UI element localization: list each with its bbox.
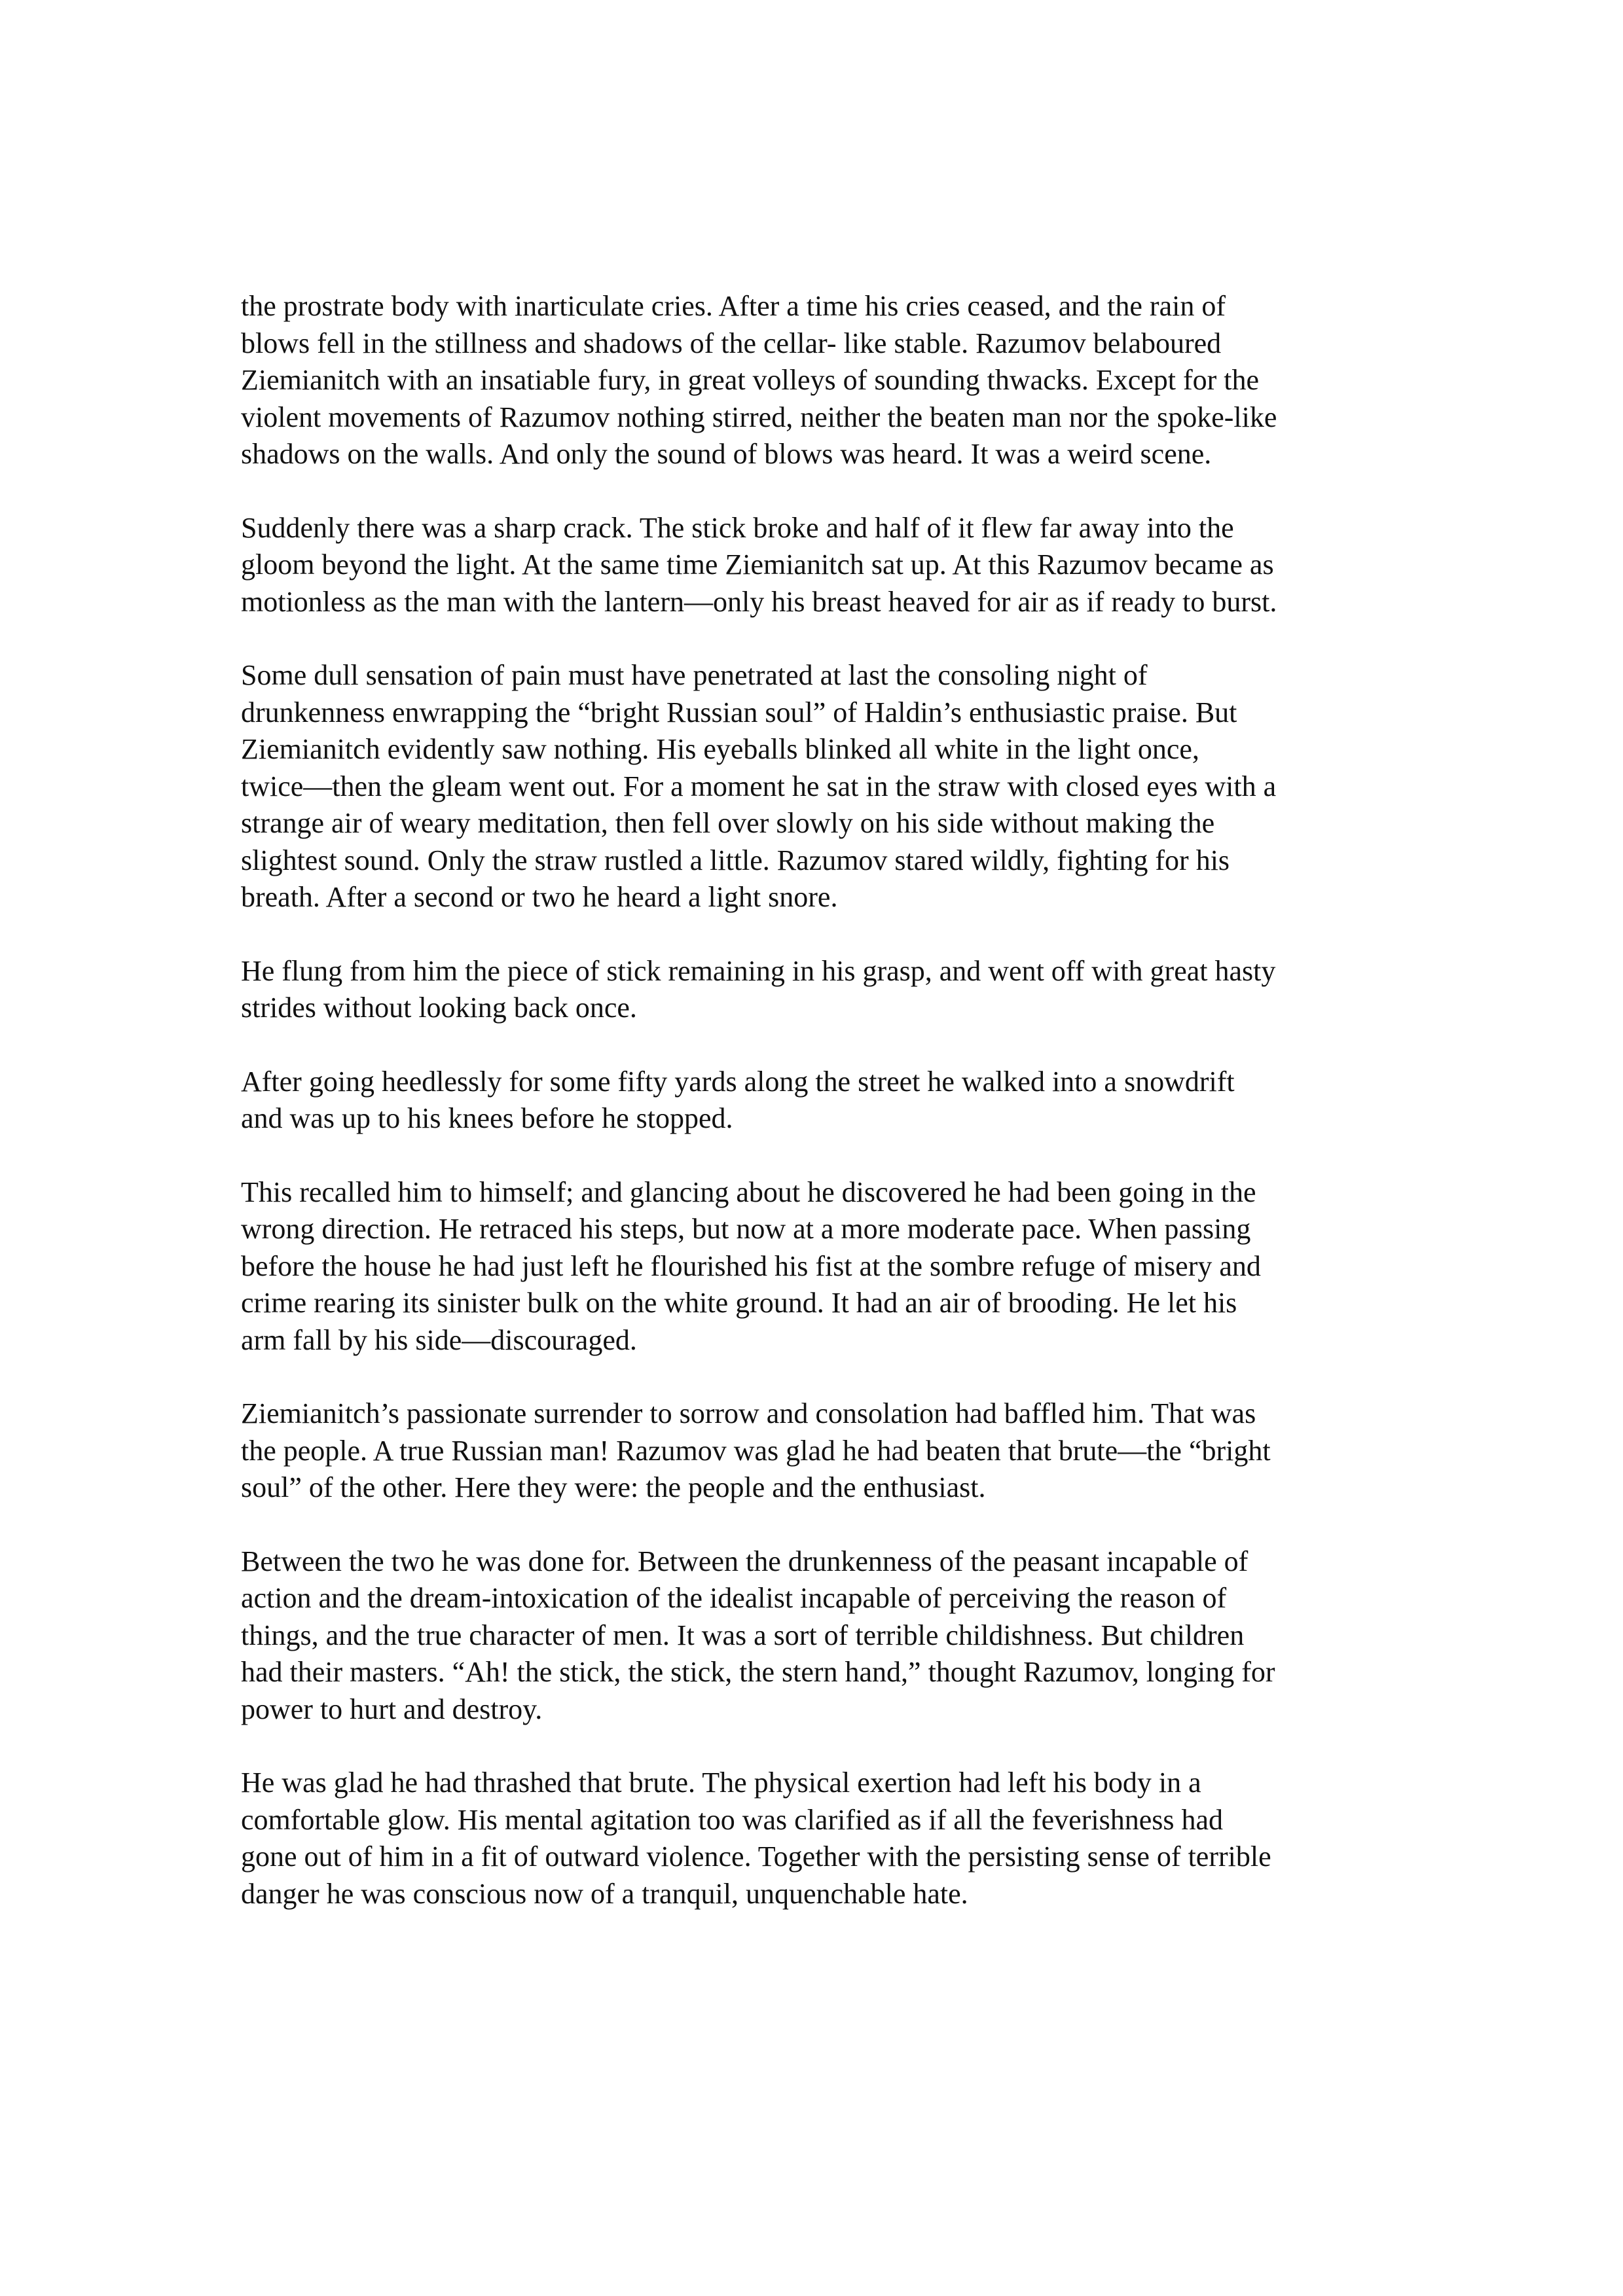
text-line: and was up to his knees before he stopped. <box>241 1102 733 1134</box>
paragraph <box>241 1765 1414 1912</box>
paragraph <box>241 1064 1414 1138</box>
text-line: the people. A true Russian man! Razumov was glad he had beaten that brute—the “bright <box>241 1434 1271 1467</box>
text-line: crime rearing its sinister bulk on the white ground. It had an air of brooding. He let his <box>241 1287 1237 1319</box>
text-line: had their masters. “Ah! the stick, the stick, the stern hand,” thought Razumov, longing for <box>241 1656 1275 1688</box>
text-line: the prostrate body with inarticulate cries. After a time his cries ceased, and the rain of <box>241 290 1226 322</box>
text-line: He flung from him the piece of stick remaining in his grasp, and went off with great hasty <box>241 954 1276 987</box>
text-line: Between the two he was done for. Between the drunkenness of the peasant incapable of <box>241 1545 1249 1577</box>
text-line: before the house he had just left he flourished his fist at the sombre refuge of misery and <box>241 1249 1261 1282</box>
text-line: strange air of weary meditation, then fell over slowly on his side without making the <box>241 807 1215 839</box>
text-line: slightest sound. Only the straw rustled a little. Razumov stared wildly, fighting for his <box>241 844 1230 876</box>
text-line: twice—then the gleam went out. For a moment he sat in the straw with closed eyes with a <box>241 770 1277 802</box>
text-line: Ziemianitch’s passionate surrender to sorrow and consolation had baffled him. That was <box>241 1397 1256 1429</box>
body-text <box>241 288 1414 1949</box>
text-line: This recalled him to himself; and glancing about he discovered he had been going in the <box>241 1175 1256 1208</box>
text-line: arm fall by his side—discouraged. <box>241 1323 637 1356</box>
text-line: Ziemianitch evidently saw nothing. His eyeballs blinked all white in the light once, <box>241 733 1199 765</box>
paragraph <box>241 657 1414 916</box>
text-line: wrong direction. He retraced his steps, but now at a more moderate pace. When passing <box>241 1213 1251 1245</box>
text-line: soul” of the other. Here they were: the people and the enthusiast. <box>241 1471 986 1503</box>
text-line: comfortable glow. His mental agitation too was clarified as if all the feverishness had <box>241 1803 1224 1836</box>
text-line: motionless as the man with the lantern—only his breast heaved for air as if ready to burst. <box>241 585 1277 618</box>
text-line: drunkenness enwrapping the “bright Russian soul” of Haldin’s enthusiastic praise. But <box>241 696 1237 728</box>
text-line: danger he was conscious now of a tranquil, unquenchable hate. <box>241 1877 968 1910</box>
text-line: gloom beyond the light. At the same time Ziemianitch sat up. At this Razumov became as <box>241 548 1274 581</box>
text-line: After going heedlessly for some fifty yards along the street he walked into a snowdrift <box>241 1065 1235 1098</box>
paragraph <box>241 510 1414 621</box>
text-line: strides without looking back once. <box>241 992 637 1024</box>
paragraph <box>241 953 1414 1027</box>
text-line: power to hurt and destroy. <box>241 1693 543 1725</box>
paragraph <box>241 1395 1414 1507</box>
text-line: blows fell in the stillness and shadows of the cellar- like stable. Razumov belaboured <box>241 327 1222 359</box>
text-line: He was glad he had thrashed that brute. The physical exertion had left his body in a <box>241 1767 1201 1799</box>
paragraph <box>241 1174 1414 1359</box>
text-line: Some dull sensation of pain must have penetrated at last the consoling night of <box>241 659 1148 691</box>
text-line: Ziemianitch with an insatiable fury, in great volleys of sounding thwacks. Except for the <box>241 364 1260 396</box>
text-line: shadows on the walls. And only the sound of blows was heard. It was a weird scene. <box>241 438 1212 470</box>
text-line: gone out of him in a fit of outward violence. Together with the persisting sense of terrible <box>241 1840 1271 1873</box>
text-line: Suddenly there was a sharp crack. The stick broke and half of it flew far away into the <box>241 511 1234 544</box>
paragraph <box>241 288 1414 473</box>
text-line: action and the dream-intoxication of the idealist incapable of perceiving the reason of <box>241 1582 1227 1614</box>
paragraph <box>241 1543 1414 1729</box>
text-line: breath. After a second or two he heard a light snore. <box>241 881 838 913</box>
text-line: things, and the true character of men. It was a sort of terrible childishness. But children <box>241 1619 1245 1651</box>
text-line: violent movements of Razumov nothing stirred, neither the beaten man nor the spoke-like <box>241 401 1277 433</box>
